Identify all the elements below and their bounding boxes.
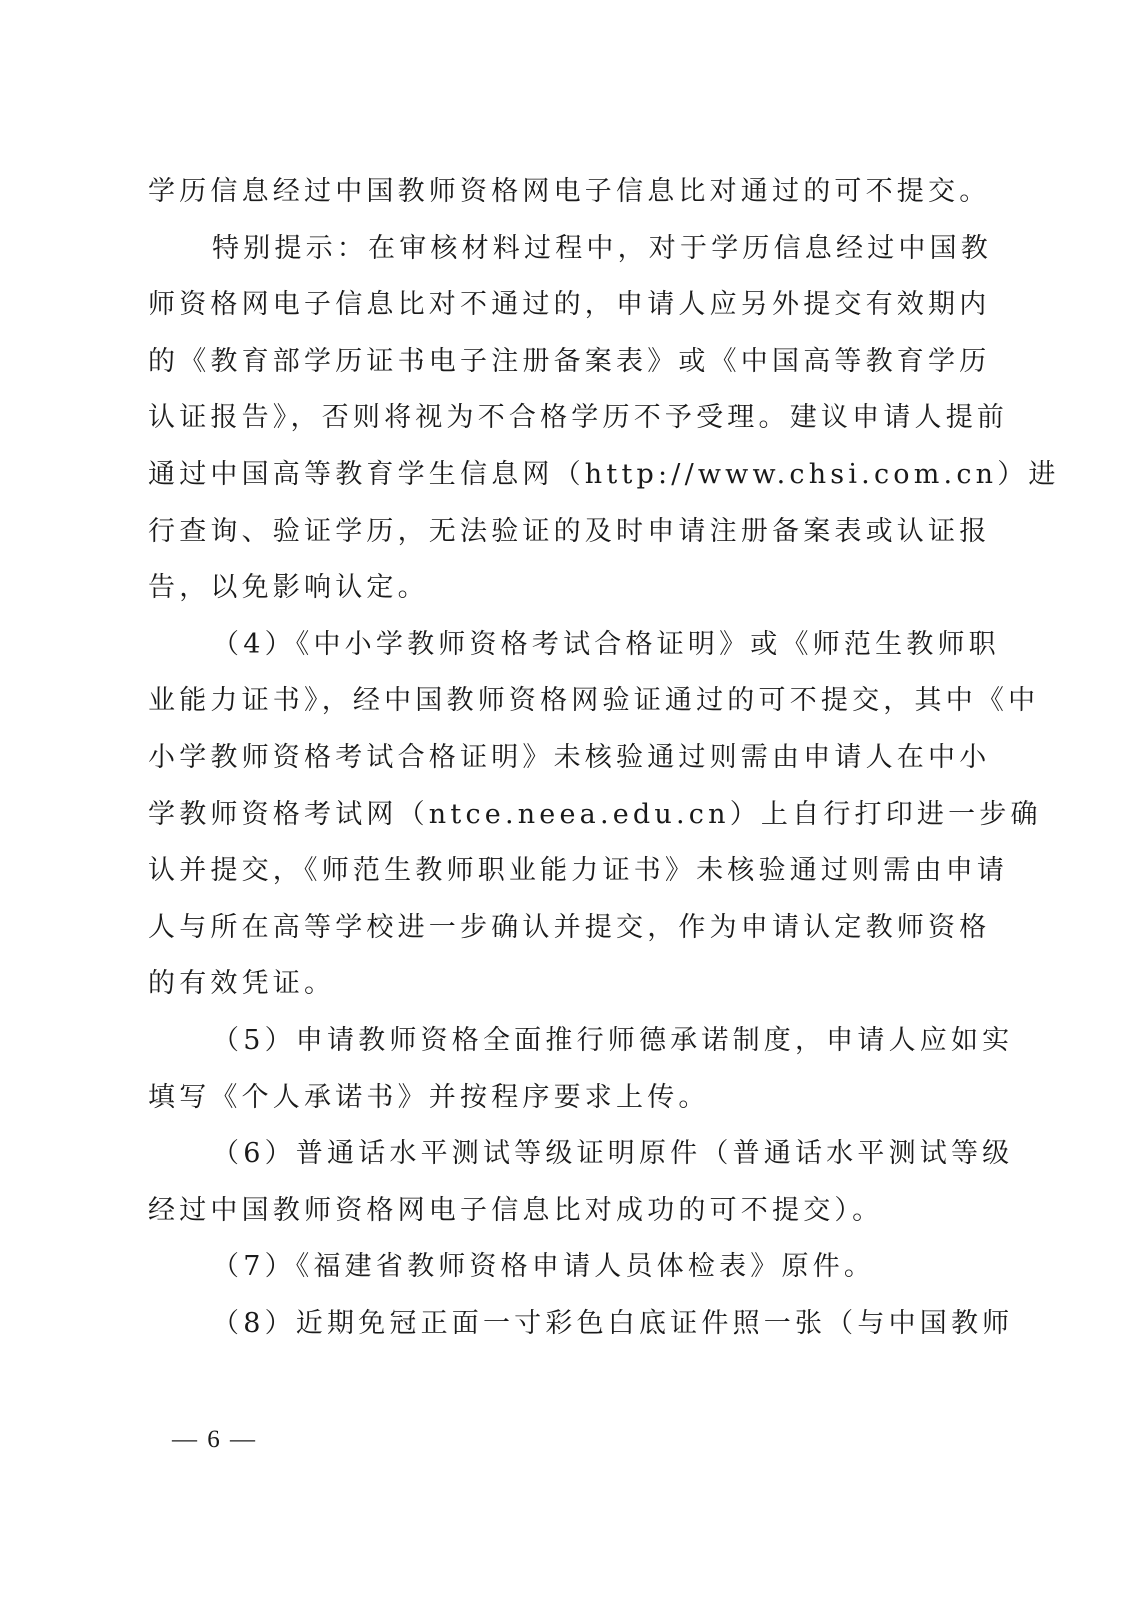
text-line: 的有效凭证。 [148,968,336,1000]
text-line: 学历信息经过中国教师资格网电子信息比对通过的可不提交。 [148,176,991,207]
text-line: 小学教师资格考试合格证明》未核验通过则需由申请人在中小 [148,741,991,773]
list-item-8: （8）近期免冠正面一寸彩色白底证件照一张（与中国教师 [212,1307,1014,1339]
page-number: — 6 — [172,1426,257,1453]
list-item-5: （5）申请教师资格全面推行师德承诺制度，申请人应如实 [212,1024,1014,1056]
list-item-4: （4）《中小学教师资格考试合格证明》或《师范生教师职 [212,628,1000,660]
special-notice-line: 特别提示：在审核材料过程中，对于学历信息经过中国教 [212,232,992,264]
text-line-with-url: 学教师资格考试网（ntce.neea.edu.cn）上自行打印进一步确 [148,798,1042,830]
list-item-6: （6）普通话水平测试等级证明原件（普通话水平测试等级 [212,1138,1014,1170]
text-line: 师资格网电子信息比对不通过的，申请人应另外提交有效期内 [148,289,991,321]
text-line: 的《教育部学历证书电子注册备案表》或《中国高等教育学历 [148,345,991,377]
text-line-with-url: 通过中国高等教育学生信息网（http://www.chsi.com.cn）进 [148,458,1060,490]
text-line: 业能力证书》，经中国教师资格网验证通过的可不提交，其中《中 [148,685,1040,717]
body-text [148,164,1060,1352]
text-line: 填写《个人承诺书》并按程序要求上传。 [148,1081,710,1113]
text-line: 行查询、验证学历，无法验证的及时申请注册备案表或认证报 [148,515,991,547]
list-item-7: （7）《福建省教师资格申请人员体检表》原件。 [212,1251,876,1283]
text-line: 认证报告》，否则将视为不合格学历不予受理。建议申请人提前 [148,402,1009,434]
text-line: 认并提交，《师范生教师职业能力证书》未核验通过则需由申请 [148,855,1009,887]
text-line: 人与所在高等学校进一步确认并提交，作为申请认定教师资格 [148,911,991,943]
text-line: 经过中国教师资格网电子信息比对成功的可不提交）。 [148,1194,884,1226]
text-line: 告，以免影响认定。 [148,572,429,604]
